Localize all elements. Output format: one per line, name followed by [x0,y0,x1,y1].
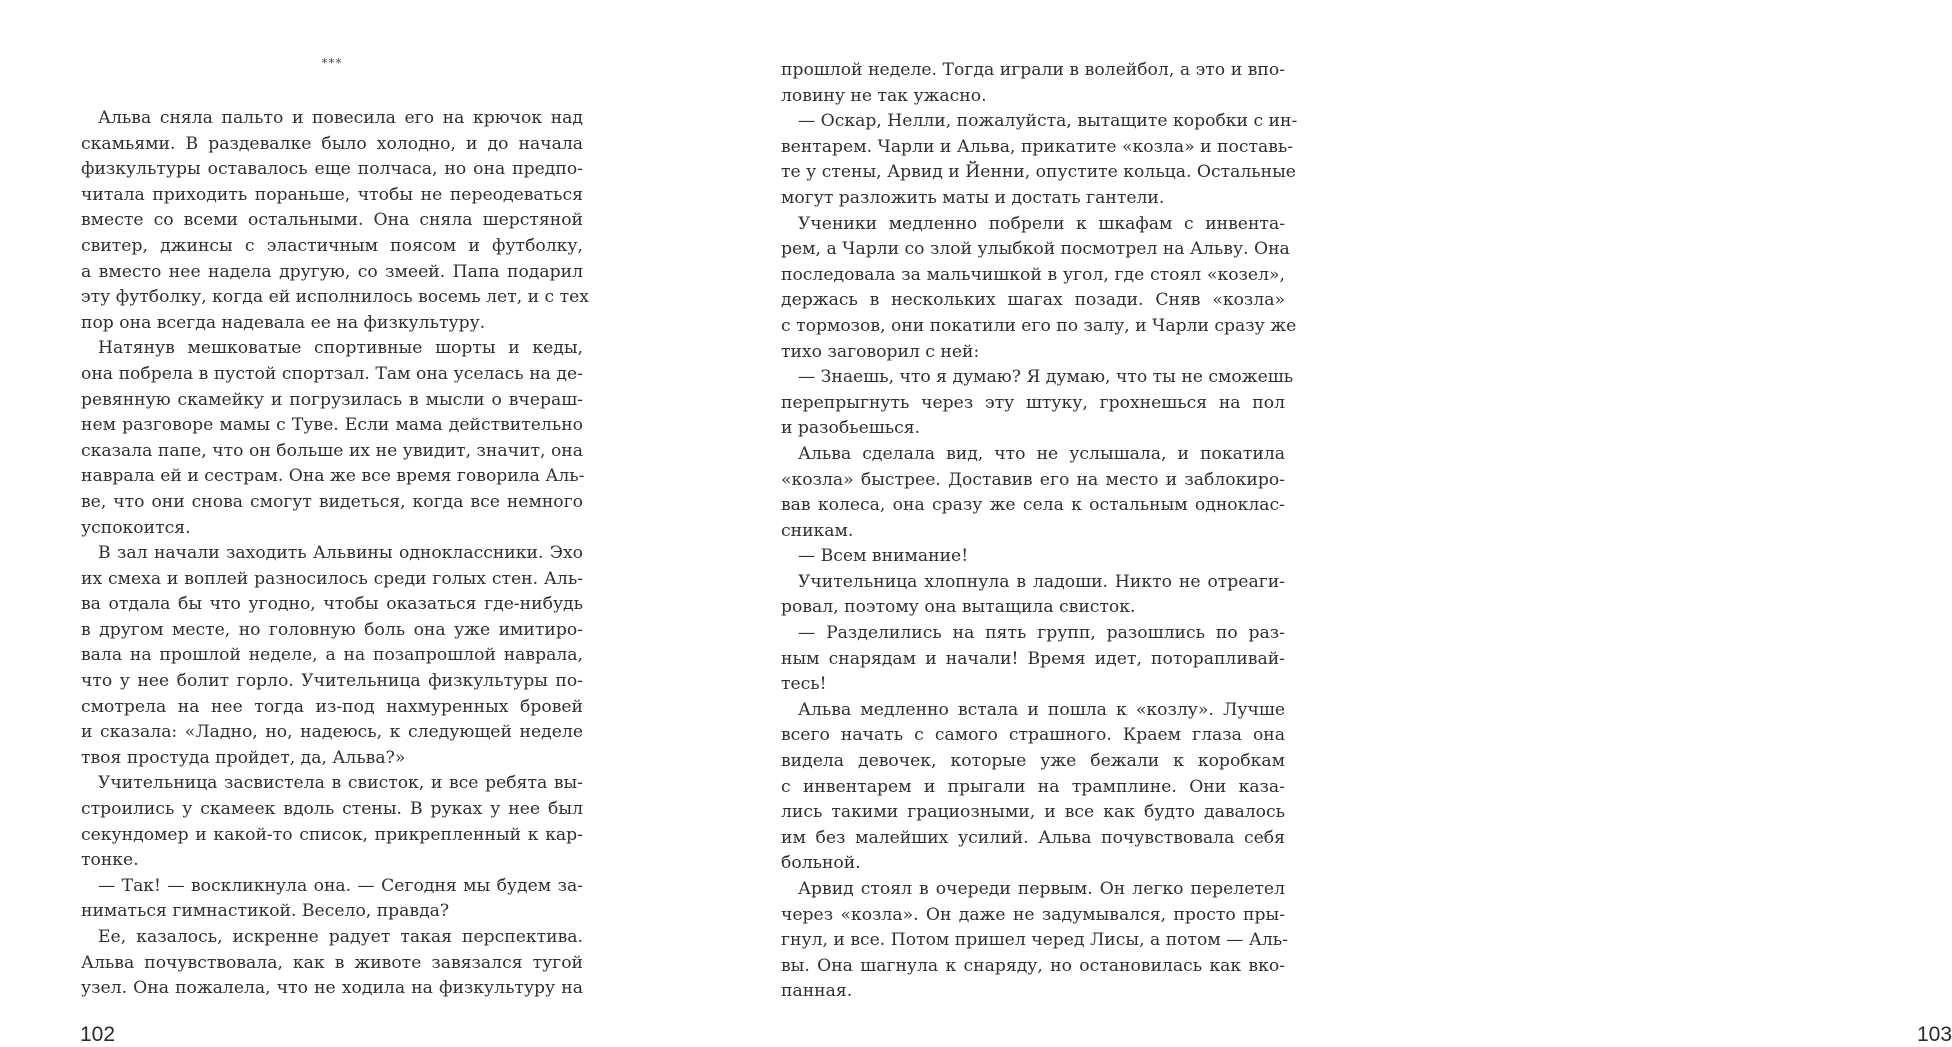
text-line: прошлой неделе. Тогда играли в волейбол, а это и впо- [781,60,1285,80]
text-line: твоя простуда пройдет, да, Альва?» [81,747,406,768]
text-line: строились у скамеек вдоль стены. В руках у нее был [81,799,583,820]
text-line: в другом месте, но головную боль она уже имитиро- [81,619,583,640]
text-line: и разобьешься. [781,418,921,439]
text-line: ным снарядам и начали! Время идет, поторапливай- [781,648,1285,669]
text-line: Учительница хлопнула в ладоши. Никто не отреаги- [798,571,1285,592]
text-line: с тормозов, они покатили его по залу, и Чарли сразу же [781,315,1297,336]
text-line: Учительница засвистела в свисток, и все ребята вы- [98,773,583,794]
paragraph [81,106,590,336]
text-line: ловину не так ужасно. [781,85,987,106]
text-line: смотрела на нее тогда из-под нахмуренных бровей [81,696,583,717]
paragraph [781,109,1298,211]
text-line: могут разложить маты и достать гантели. [781,187,1165,208]
text-line: через «козла». Он даже не задумывался, просто пры- [781,904,1285,925]
text-line: перепрыгнуть через эту штуку, грохнешься на пол [781,392,1285,413]
text-line: те у стены, Арвид и Йенни, опустите кольца. Остальные [781,162,1296,183]
text-line: — Знаешь, что я думаю? Я думаю, что ты не сможешь [798,367,1294,388]
text-line: Арвид стоял в очереди первым. Он легко перелетел [798,879,1285,899]
page-number-right: 103 [1917,1023,1952,1046]
text-line: тесь! [781,674,827,695]
text-line: панная. [781,981,853,1002]
text-line: держась в нескольких шагах позади. Сняв «козла» [781,290,1285,311]
text-line: Ее, казалось, искренне радует такая перспектива. [98,927,583,947]
text-line: пор она всегда надевала ее на физкультуру. [81,312,486,333]
page-number-left: 102 [80,1023,116,1046]
text-line: эту футболку, когда ей исполнилось восемь лет, и с тех [81,287,590,308]
left-page [0,0,679,1045]
text-line: ниматься гимнастикой. Весело, правда? [81,901,450,922]
text-line: успокоится. [81,517,191,538]
text-line: — Всем внимание! [798,546,969,567]
text-line: Альва сняла пальто и повесила его на крючок над [98,108,583,128]
paragraph [81,925,583,1002]
text-line: лись такими грациозными, и все как будто давалось [781,802,1285,823]
paragraph [781,877,1288,1005]
text-line: Альва медленно встала и пошла к «козлу». Лучше [798,699,1285,720]
text-line: последовала за мальчишкой в угол, где стоял «козел», [781,264,1285,285]
text-line: узел. Она пожалела, что не ходила на физкультуру на [81,978,583,999]
text-line: физкультуры оставалось еще полчаса, но она предпо- [81,159,583,180]
text-line: скамьями. В раздевалке было холодно, и до начала [81,133,583,154]
text-line: тонке. [81,850,139,871]
paragraph [781,544,1285,570]
text-line: сникам. [781,520,854,541]
text-line: она побрела в пустой спортзал. Там она уселась на де- [81,363,583,384]
section-break-ornament: *** [321,56,343,70]
text-line: их смеха и воплей разносилось среди голых стен. Аль- [81,568,583,589]
text-line: и сказала: «Ладно, но, надеюсь, к следующей неделе [81,722,583,743]
text-line: — Разделились на пять групп, разошлись по раз- [798,623,1285,644]
right-page-text [781,58,1298,1005]
text-line: что у нее болит горло. Учительница физкультуры по- [81,671,583,692]
paragraph [781,365,1294,442]
paragraph [781,58,1285,109]
text-line: больной. [781,853,861,874]
text-line: нем разговоре мамы с Туве. Если мама действительно [81,415,583,436]
text-line: Альва почувствовала, как в животе завязался тугой [81,952,583,973]
paragraph [781,698,1285,877]
text-line: Альва сделала вид, что не услышала, и покатила [798,443,1285,464]
text-line: наврала ей и сестрам. Она же все время говорила Аль- [81,466,585,487]
paragraph [781,621,1285,698]
text-line: — Оскар, Нелли, пожалуйста, вытащите коробки с ин- [798,111,1298,132]
paragraph [781,212,1297,366]
text-line: ва отдала бы что угодно, чтобы оказаться где-нибудь [81,594,583,615]
paragraph [81,336,583,541]
text-line: сказала папе, что он больше их не увидит, значит, она [81,440,583,461]
text-line: «козла» быстрее. Доставив его на место и заблокиро- [781,469,1285,490]
text-line: свитер, джинсы с эластичным поясом и футболку, [81,235,583,256]
text-line: а вместо нее надела другую, со змеей. Папа подарил [81,261,583,282]
paragraph [781,570,1285,621]
right-page [679,0,1952,1046]
text-line: Ученики медленно побрели к шкафам с инвента- [798,213,1285,234]
text-line: — Так! — воскликнула она. — Сегодня мы будем за- [98,875,583,896]
text-line: вместе со всеми остальными. Она сняла шерстяной [81,210,583,231]
text-line: им без малейших усилий. Альва почувствовала себя [781,827,1285,848]
text-line: ревянную скамейку и погрузилась в мысли о вчераш- [81,389,583,410]
text-line: читала приходить пораньше, чтобы не переодеваться [81,184,583,205]
text-line: ве, что они снова смогут видеться, когда все немного [81,491,583,512]
text-line: ровал, поэтому она вытащила свисток. [781,597,1136,618]
paragraph [781,442,1285,544]
paragraph [81,541,583,771]
paragraph [81,874,583,925]
text-line: Натянув мешковатые спортивные шорты и кеды, [98,338,583,359]
text-line: всего начать с самого страшного. Краем глаза она [781,725,1285,746]
text-line: вала на прошлой неделе, а на позапрошлой наврала, [81,645,583,666]
text-line: тихо заговорил с ней: [781,341,980,362]
text-line: видела девочек, которые уже бежали к коробкам [781,751,1285,772]
text-line: секундомер и какой-то список, прикрепленный к кар- [81,824,583,845]
text-line: В зал начали заходить Альвины одноклассники. Эхо [98,543,583,564]
text-line: вав колеса, она сразу же села к остальным одноклас- [781,495,1285,516]
text-line: гнул, и все. Потом пришел черед Лисы, а потом — Аль- [781,930,1288,951]
text-line: вентарем. Чарли и Альва, прикатите «козла» и поставь- [781,136,1294,157]
left-page-text [81,106,590,1002]
text-line: вы. Она шагнула к снаряду, но остановилась как вко- [781,955,1285,976]
text-line: рем, а Чарли со злой улыбкой посмотрел на Альву. Она [781,239,1290,260]
text-line: с инвентарем и прыгали на трамплине. Они каза- [781,776,1285,797]
paragraph [81,771,583,873]
